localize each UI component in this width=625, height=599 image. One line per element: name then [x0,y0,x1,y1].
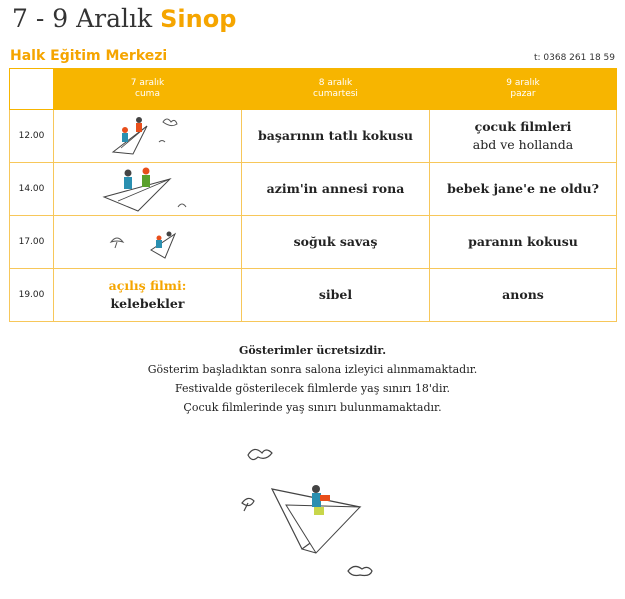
illustration-cell [54,163,242,216]
venue-phone: t: 0368 261 18 59 [534,53,615,63]
venue-name: Halk Eğitim Merkezi [10,48,168,64]
film-cell: soğuk savaş [242,216,430,269]
table-row [10,216,617,269]
film-subtitle: abd ve hollanda [472,137,574,152]
cloud-icon [348,566,372,575]
header-day-2: 8 aralık cumartesi [242,69,430,110]
film-cell: sibel [242,269,430,322]
page-title [12,4,236,33]
film-cell [54,269,242,322]
film-cell: paranın kokusu [430,216,617,269]
paper-plane-illustration [103,220,193,264]
film-cell: azim'in annesi rona [242,163,430,216]
title-city: Sinop [160,5,237,33]
time-cell: 19.00 [10,269,54,322]
paper-plane-illustration [103,112,193,160]
table-row [10,163,617,216]
header-day-3: 9 aralık pazar [430,69,617,110]
film-cell: anons [430,269,617,322]
notes-line-2: Festivalde gösterilecek filmlerde yaş sınırı 18'dir. [174,382,451,395]
illustration-cell [54,216,242,269]
film-title: çocuk filmleri [474,119,572,134]
header-corner [10,69,54,110]
time-cell: 17.00 [10,216,54,269]
time-cell: 14.00 [10,163,54,216]
bird-icon [242,498,254,511]
illustration-cell [54,110,242,163]
paper-plane-illustration [98,163,198,215]
notes-line-1: Gösterim başladıktan sonra salona izleyici alınmamaktadır. [147,363,478,376]
film-cell [430,110,617,163]
paper-plane-illustration [232,445,392,585]
film-cell: bebek jane'e ne oldu? [430,163,617,216]
title-dates: 7 - 9 Aralık [12,4,153,33]
notes [0,341,625,417]
notes-free: Gösterimler ücretsizdir. [238,344,387,357]
film-cell: başarının tatlı kokusu [242,110,430,163]
header-day-1: 7 aralık cuma [54,69,242,110]
schedule-header-row [10,69,617,110]
opening-film-label: açılış filmi: [108,278,187,293]
schedule-table [9,68,617,322]
table-row [10,269,617,322]
film-title: kelebekler [110,296,185,311]
time-cell: 12.00 [10,110,54,163]
bird-icon [248,449,272,459]
table-row [10,110,617,163]
notes-line-3: Çocuk filmlerinde yaş sınırı bulunmamaktadır. [183,401,442,414]
